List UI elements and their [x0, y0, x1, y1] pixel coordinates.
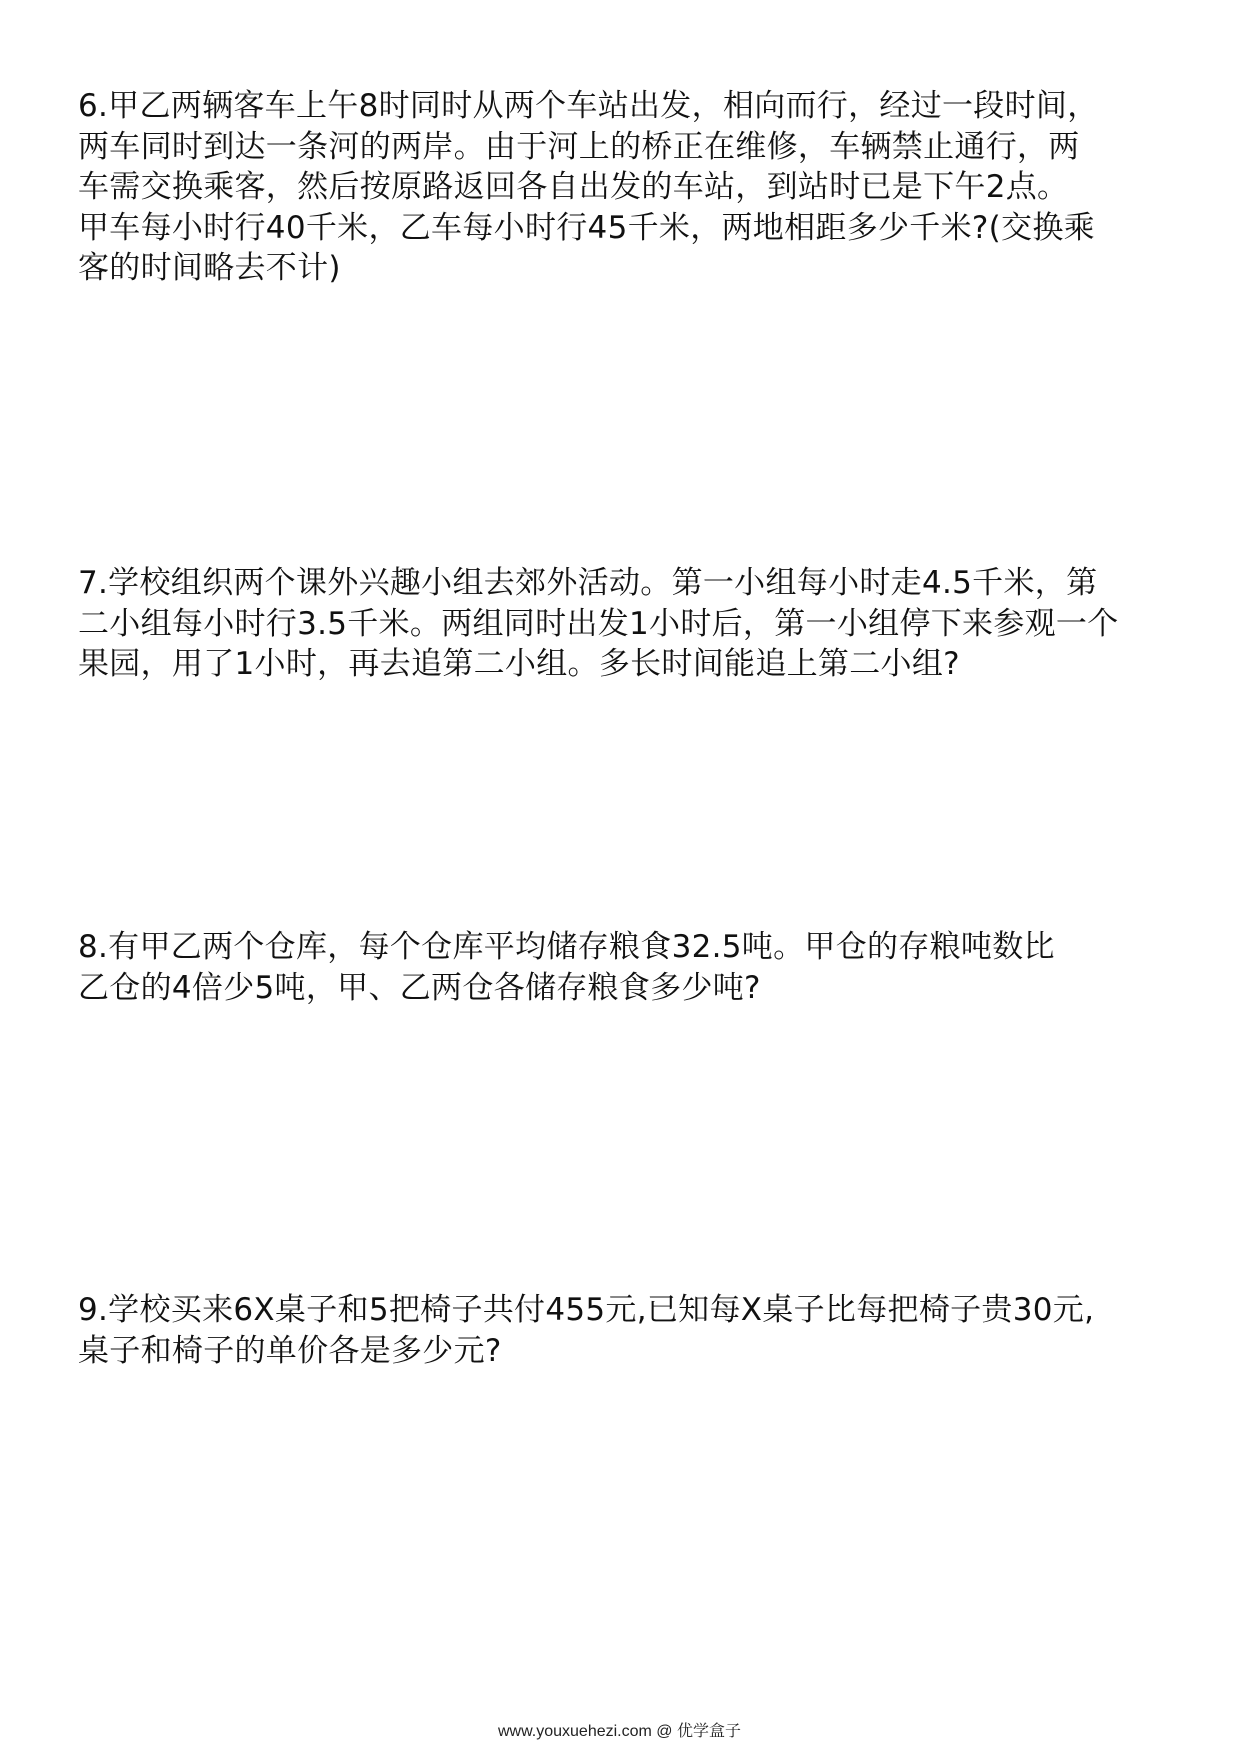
problem-line: 8.有甲乙两个仓库，每个仓库平均储存粮食32.5吨。甲仓的存粮吨数比 — [78, 929, 1055, 965]
problem-line: 果园，用了1小时，再去追第二小组。多长时间能追上第二小组? — [78, 646, 960, 682]
problem-line: 甲车每小时行40千米，乙车每小时行45千米，两地相距多少千米?(交换乘 — [78, 209, 1095, 246]
problem-9 — [78, 1290, 1168, 1371]
problem-line: 9.学校买来6X桌子和5把椅子共付455元,已知每X桌子比每把椅子贵30元, — [78, 1292, 1095, 1328]
problem-6 — [78, 86, 1168, 289]
problem-line: 桌子和椅子的单价各是多少元? — [78, 1332, 502, 1369]
problem-line: 乙仓的4倍少5吨，甲、乙两仓各储存粮食多少吨? — [78, 969, 761, 1006]
problem-line: 客的时间略去不计) — [78, 250, 341, 286]
problem-8 — [78, 927, 1168, 1008]
problem-7 — [78, 563, 1168, 685]
problem-line: 二小组每小时行3.5千米。两组同时出发1小时后，第一小组停下来参观一个 — [78, 605, 1119, 642]
problem-line: 车需交换乘客，然后按原路返回各自出发的车站，到站时已是下午2点。 — [78, 169, 1069, 205]
problem-line: 两车同时到达一条河的两岸。由于河上的桥正在维修，车辆禁止通行，两 — [78, 128, 1080, 165]
problem-line: 7.学校组织两个课外兴趣小组去郊外活动。第一小组每小时走4.5千米，第 — [78, 565, 1098, 601]
page-footer: www.youxuehezi.com @ 优学盒子 — [498, 1723, 741, 1740]
problem-line: 6.甲乙两辆客车上午8时同时从两个车站出发，相向而行，经过一段时间， — [78, 88, 1099, 124]
